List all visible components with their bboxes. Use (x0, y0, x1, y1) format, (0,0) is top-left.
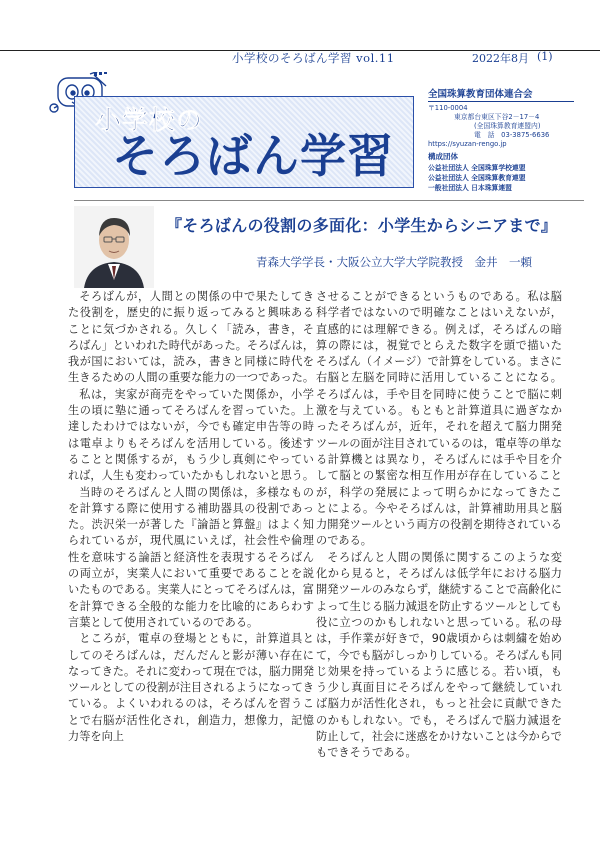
paragraph: 私は，実家が商売をやっていた関係か，小学生の頃に塾に通ってそろばんを習っていた。上達したわけではないが，今でも確定申告等の時は電卓よりもそろばんを活用している。後述することと関係するが，もう少し真剣にやっていれば，人生も変わっていたかもしれないと思う。 (68, 387, 315, 483)
issue-date: 2022年8月 (472, 52, 529, 65)
member-org: 公益社団法人 全国珠算教育連盟 (428, 174, 526, 182)
phone: 電 話 03-3875-6636 (474, 131, 550, 139)
masthead-title-line2: そろばん学習 (112, 129, 394, 183)
publisher-info (424, 86, 578, 196)
address-note: (全国珠算教育連盟内) (474, 122, 541, 130)
postal-code: 〒110-0004 (428, 104, 468, 112)
member-org: 公益社団法人 全国珠算学校連盟 (428, 164, 526, 172)
masthead-title-line1: 小学校の (95, 106, 204, 136)
newsletter-title: 小学校のそろばん学習 vol.11 (232, 51, 395, 65)
publisher-name: 全国珠算教育団体連合会 (428, 86, 574, 102)
article-column-right (316, 289, 562, 762)
article-column-left (68, 289, 314, 745)
page-number: (1) (537, 50, 553, 63)
section-divider (74, 200, 584, 201)
author-photo (74, 206, 154, 288)
address: 東京都台東区下谷2－17－4 (454, 113, 540, 121)
paragraph: させることができるというものである。私は脳科学者ではないので明確なことはいえないが，直感的には理解できる。例えば，そろばんの暗算の際には，視覚でとらえた数字を頭で描いたそろばん（イメージ）で計算をしている。まさに右脳と左脳を同時に活用していることになる。そろばんは，手や目を同時に使うことで脳に刺激を与えている。もともと計算道具に過ぎなかったそろばんが，近年，それを超えて脳力開発ツールの面が注目されているのは，電卓等の単なる計算機とは異なり，そろばんには手や目を介して脳との緊密な相互作用が存在していることが，科学の発展によって明らかになってきたことによる。今やそろばんは，計算補助用具と脳力開発ツールという両方の役割を期待されているのである。 (316, 290, 562, 548)
member-org: 一般社団法人 日本珠算連盟 (428, 184, 512, 192)
author-byline: 青森大学学長・大阪公立大学大学院教授 金井 一頼 (256, 255, 532, 269)
website-url[interactable]: https://syuzan-rengo.jp (428, 140, 507, 148)
members-label: 構成団体 (428, 152, 458, 161)
paragraph: ところが，電卓の登場とともに，計算道具としてのそろばんは，だんだんと影が薄い存在になってきた。それに変わって現在では，脳力開発ツールとしての役割が注目されるようになってきている。よくいわれるのは，そろばんを習うことで右脳が活性化され，創造力，想像力，記憶力等を向上 (68, 632, 315, 744)
paragraph: そろばんと人間の関係に関するこのような変化から見ると，そろばんは低学年における脳力開発ツールのみならず，継続することで高齢化によって生じる脳力減退を防止するツールとしても役に立つのかもしれないと思っている。私の母は，手作業が好きで，90歳頃からは刺繍を始めて，今でも脳がしっかりしている。そろばんも同じ効果を持っているように感じる。若い頃，もう少し真面目にそろばんをやって継続していれば脳力が活性化され，もっと社会に貢献できたのかもしれない。でも，そろばんで脳力減退を防止して，社会に迷惑をかけないことは今からでもできそうである。 (316, 550, 562, 760)
article-title: 『そろばんの役割の多面化：小学生からシニアまで』 (166, 216, 558, 235)
paragraph: 当時のそろばんと人間の関係は，多様なものを計算する際に使用する補助器具の役割であった。渋沢栄一が著した『論語と算盤』はよく知られているが，現代風にいえば，社会性や倫理性を意味する論語と経済性を表現するそろばんの両立が，実業人において重要であることを説いたものである。実業人にとってそろばんは，富を計算できる全般的な能力を比喩的にあらわす言葉として使用されているのである。 (68, 485, 314, 629)
paragraph: そろばんが，人間との関係の中で果たしてきた役割を，歴史的に振り返ってみると興味あることに気づかされる。久しく「読み，書き，そろばん」といわれた時代があった。そろばんは，我が国においては，読み，書きと同様に時代を生きるための人間の重要な能力の一つであった。 (68, 290, 315, 385)
